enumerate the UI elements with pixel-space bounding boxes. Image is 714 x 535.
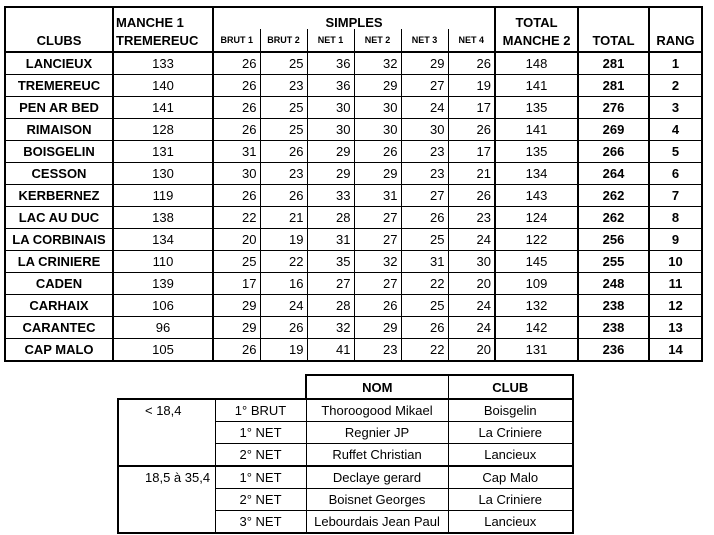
score-cell: 29 xyxy=(354,317,401,339)
manche1-cell: 105 xyxy=(113,339,213,362)
score-cell: 17 xyxy=(448,141,495,163)
score-cell: 29 xyxy=(307,141,354,163)
score-cell: 25 xyxy=(260,97,307,119)
table-row xyxy=(5,163,702,185)
prix-cell: 3° NET xyxy=(215,511,306,534)
score-cell: 19 xyxy=(448,75,495,97)
score-cell: 26 xyxy=(448,119,495,141)
results-header-blank xyxy=(118,375,215,399)
net2-header: NET 2 xyxy=(354,29,401,52)
club-cell: Lancieux xyxy=(448,511,573,534)
total-cell: 255 xyxy=(578,251,649,273)
score-cell: 26 xyxy=(213,97,260,119)
nom-cell: Declaye gerard xyxy=(306,466,448,489)
total-cell: 256 xyxy=(578,229,649,251)
score-cell: 36 xyxy=(307,52,354,75)
total-cell: 238 xyxy=(578,295,649,317)
list-item xyxy=(118,466,573,489)
club-cell: TREMEREUC xyxy=(5,75,113,97)
club-cell: CESSON xyxy=(5,163,113,185)
prix-cell: 1° NET xyxy=(215,422,306,444)
nom-header: NOM xyxy=(306,375,448,399)
score-cell: 25 xyxy=(401,295,448,317)
table-row xyxy=(5,339,702,362)
score-cell: 30 xyxy=(448,251,495,273)
club-cell: CADEN xyxy=(5,273,113,295)
manche2-cell: 141 xyxy=(495,75,578,97)
manche1-cell: 141 xyxy=(113,97,213,119)
manche1-cell: 131 xyxy=(113,141,213,163)
manche2-cell: 131 xyxy=(495,339,578,362)
manche2-cell: 135 xyxy=(495,97,578,119)
total-cell: 262 xyxy=(578,207,649,229)
total-manche2-header-top: TOTAL xyxy=(495,7,578,29)
score-cell: 23 xyxy=(401,163,448,185)
manche1-cell: 130 xyxy=(113,163,213,185)
manche2-cell: 135 xyxy=(495,141,578,163)
nom-cell: Boisnet Georges xyxy=(306,489,448,511)
rang-header: RANG xyxy=(649,29,702,52)
net4-header: NET 4 xyxy=(448,29,495,52)
rang-cell: 4 xyxy=(649,119,702,141)
score-cell: 29 xyxy=(213,295,260,317)
list-item xyxy=(118,399,573,422)
manche1-cell: 96 xyxy=(113,317,213,339)
table-row xyxy=(5,273,702,295)
score-cell: 24 xyxy=(448,295,495,317)
total-header: TOTAL xyxy=(578,29,649,52)
score-cell: 29 xyxy=(354,163,401,185)
manche1-cell: 133 xyxy=(113,52,213,75)
score-cell: 29 xyxy=(401,52,448,75)
rang-cell: 6 xyxy=(649,163,702,185)
results-body xyxy=(118,399,573,533)
score-cell: 26 xyxy=(260,185,307,207)
brut1-header: BRUT 1 xyxy=(213,29,260,52)
score-cell: 26 xyxy=(213,339,260,362)
rang-header-top xyxy=(649,7,702,29)
table-row xyxy=(5,97,702,119)
club-cell: La Criniere xyxy=(448,489,573,511)
score-cell: 20 xyxy=(213,229,260,251)
score-cell: 21 xyxy=(260,207,307,229)
score-cell: 30 xyxy=(354,97,401,119)
score-cell: 25 xyxy=(213,251,260,273)
score-cell: 30 xyxy=(307,119,354,141)
club-cell: CARANTEC xyxy=(5,317,113,339)
score-cell: 33 xyxy=(307,185,354,207)
total-cell: 276 xyxy=(578,97,649,119)
score-cell: 32 xyxy=(354,251,401,273)
score-cell: 26 xyxy=(260,317,307,339)
score-cell: 30 xyxy=(307,97,354,119)
manche1-cell: 140 xyxy=(113,75,213,97)
manche2-cell: 143 xyxy=(495,185,578,207)
score-cell: 22 xyxy=(401,339,448,362)
club-cell: CARHAIX xyxy=(5,295,113,317)
score-cell: 27 xyxy=(354,207,401,229)
standings-table xyxy=(4,6,703,362)
score-cell: 24 xyxy=(448,317,495,339)
score-cell: 23 xyxy=(354,339,401,362)
club-cell: Boisgelin xyxy=(448,399,573,422)
score-cell: 26 xyxy=(213,185,260,207)
club-cell: RIMAISON xyxy=(5,119,113,141)
total-cell: 266 xyxy=(578,141,649,163)
manche2-cell: 141 xyxy=(495,119,578,141)
rang-cell: 12 xyxy=(649,295,702,317)
score-cell: 28 xyxy=(307,295,354,317)
score-cell: 26 xyxy=(448,52,495,75)
manche2-cell: 142 xyxy=(495,317,578,339)
total-cell: 281 xyxy=(578,52,649,75)
manche1-cell: 128 xyxy=(113,119,213,141)
rang-cell: 8 xyxy=(649,207,702,229)
score-cell: 22 xyxy=(260,251,307,273)
rang-cell: 9 xyxy=(649,229,702,251)
rang-cell: 5 xyxy=(649,141,702,163)
score-cell: 26 xyxy=(260,141,307,163)
score-cell: 41 xyxy=(307,339,354,362)
manche1-cell: 139 xyxy=(113,273,213,295)
score-cell: 19 xyxy=(260,229,307,251)
score-cell: 19 xyxy=(260,339,307,362)
simples-header: SIMPLES xyxy=(213,7,495,29)
club-header: CLUB xyxy=(448,375,573,399)
rang-cell: 13 xyxy=(649,317,702,339)
rang-cell: 2 xyxy=(649,75,702,97)
nom-cell: Ruffet Christian xyxy=(306,444,448,467)
score-cell: 23 xyxy=(260,75,307,97)
score-cell: 29 xyxy=(354,75,401,97)
club-cell: LAC AU DUC xyxy=(5,207,113,229)
net1-header: NET 1 xyxy=(307,29,354,52)
table-row xyxy=(5,317,702,339)
club-cell: LA CORBINAIS xyxy=(5,229,113,251)
header-row-bottom xyxy=(5,29,702,52)
club-cell: Cap Malo xyxy=(448,466,573,489)
table-row xyxy=(5,52,702,75)
results-table xyxy=(117,374,574,534)
results-header-row xyxy=(118,375,573,399)
club-cell: CAP MALO xyxy=(5,339,113,362)
nom-cell: Lebourdais Jean Paul xyxy=(306,511,448,534)
score-cell: 26 xyxy=(354,141,401,163)
manche2-cell: 124 xyxy=(495,207,578,229)
score-cell: 23 xyxy=(260,163,307,185)
rang-cell: 11 xyxy=(649,273,702,295)
score-cell: 27 xyxy=(307,273,354,295)
table-row xyxy=(5,119,702,141)
total-cell: 248 xyxy=(578,273,649,295)
manche2-cell: 109 xyxy=(495,273,578,295)
score-cell: 25 xyxy=(401,229,448,251)
score-cell: 22 xyxy=(213,207,260,229)
clubs-header: CLUBS xyxy=(5,29,113,52)
score-cell: 28 xyxy=(307,207,354,229)
club-cell: LANCIEUX xyxy=(5,52,113,75)
score-cell: 26 xyxy=(213,75,260,97)
score-cell: 27 xyxy=(354,273,401,295)
rang-cell: 14 xyxy=(649,339,702,362)
club-cell: LA CRINIERE xyxy=(5,251,113,273)
total-cell: 264 xyxy=(578,163,649,185)
score-cell: 22 xyxy=(401,273,448,295)
total-cell: 269 xyxy=(578,119,649,141)
prix-cell: 2° NET xyxy=(215,489,306,511)
score-cell: 31 xyxy=(354,185,401,207)
score-cell: 30 xyxy=(354,119,401,141)
brut2-header: BRUT 2 xyxy=(260,29,307,52)
score-cell: 24 xyxy=(448,229,495,251)
score-cell: 20 xyxy=(448,273,495,295)
score-cell: 20 xyxy=(448,339,495,362)
manche1-cell: 119 xyxy=(113,185,213,207)
score-cell: 27 xyxy=(401,75,448,97)
manche2-cell: 132 xyxy=(495,295,578,317)
score-cell: 31 xyxy=(401,251,448,273)
score-cell: 31 xyxy=(213,141,260,163)
clubs-header-top xyxy=(5,7,113,29)
manche1-header-top: MANCHE 1 xyxy=(113,7,213,29)
score-cell: 32 xyxy=(354,52,401,75)
club-cell: KERBERNEZ xyxy=(5,185,113,207)
score-cell: 16 xyxy=(260,273,307,295)
category-cell: 18,5 à 35,4 xyxy=(118,466,215,533)
score-cell: 27 xyxy=(354,229,401,251)
score-cell: 17 xyxy=(213,273,260,295)
score-cell: 24 xyxy=(260,295,307,317)
score-cell: 36 xyxy=(307,75,354,97)
table-row xyxy=(5,185,702,207)
score-cell: 24 xyxy=(401,97,448,119)
score-cell: 30 xyxy=(401,119,448,141)
manche2-cell: 145 xyxy=(495,251,578,273)
nom-cell: Thoroogood Mikael xyxy=(306,399,448,422)
manche2-cell: 134 xyxy=(495,163,578,185)
total-header-top xyxy=(578,7,649,29)
score-cell: 21 xyxy=(448,163,495,185)
club-cell: PEN AR BED xyxy=(5,97,113,119)
manche2-cell: 148 xyxy=(495,52,578,75)
rang-cell: 7 xyxy=(649,185,702,207)
score-cell: 23 xyxy=(448,207,495,229)
total-cell: 236 xyxy=(578,339,649,362)
table-row xyxy=(5,229,702,251)
score-cell: 17 xyxy=(448,97,495,119)
club-cell: Lancieux xyxy=(448,444,573,467)
prix-cell: 1° BRUT xyxy=(215,399,306,422)
manche1-cell: 138 xyxy=(113,207,213,229)
table-row xyxy=(5,141,702,163)
total-cell: 281 xyxy=(578,75,649,97)
category-cell: < 18,4 xyxy=(118,399,215,466)
rang-cell: 10 xyxy=(649,251,702,273)
score-cell: 23 xyxy=(401,141,448,163)
score-cell: 26 xyxy=(213,52,260,75)
total-cell: 238 xyxy=(578,317,649,339)
rang-cell: 1 xyxy=(649,52,702,75)
score-cell: 27 xyxy=(401,185,448,207)
prix-cell: 1° NET xyxy=(215,466,306,489)
score-cell: 26 xyxy=(401,317,448,339)
table-row xyxy=(5,207,702,229)
total-cell: 262 xyxy=(578,185,649,207)
table-row xyxy=(5,295,702,317)
manche1-cell: 134 xyxy=(113,229,213,251)
total-manche2-header: MANCHE 2 xyxy=(495,29,578,52)
score-cell: 29 xyxy=(307,163,354,185)
nom-cell: Regnier JP xyxy=(306,422,448,444)
score-cell: 26 xyxy=(213,119,260,141)
score-cell: 29 xyxy=(213,317,260,339)
score-cell: 35 xyxy=(307,251,354,273)
net3-header: NET 3 xyxy=(401,29,448,52)
manche2-cell: 122 xyxy=(495,229,578,251)
score-cell: 26 xyxy=(448,185,495,207)
score-cell: 26 xyxy=(354,295,401,317)
manche1-header: TREMEREUC xyxy=(113,29,213,52)
score-cell: 31 xyxy=(307,229,354,251)
standings-body xyxy=(5,52,702,361)
prix-cell: 2° NET xyxy=(215,444,306,467)
score-cell: 30 xyxy=(213,163,260,185)
manche1-cell: 106 xyxy=(113,295,213,317)
table-row xyxy=(5,75,702,97)
score-cell: 25 xyxy=(260,119,307,141)
score-cell: 25 xyxy=(260,52,307,75)
rang-cell: 3 xyxy=(649,97,702,119)
table-row xyxy=(5,251,702,273)
club-cell: La Criniere xyxy=(448,422,573,444)
manche1-cell: 110 xyxy=(113,251,213,273)
header-row-top xyxy=(5,7,702,29)
club-cell: BOISGELIN xyxy=(5,141,113,163)
score-cell: 26 xyxy=(401,207,448,229)
score-cell: 32 xyxy=(307,317,354,339)
results-header-blank-2 xyxy=(215,375,306,399)
